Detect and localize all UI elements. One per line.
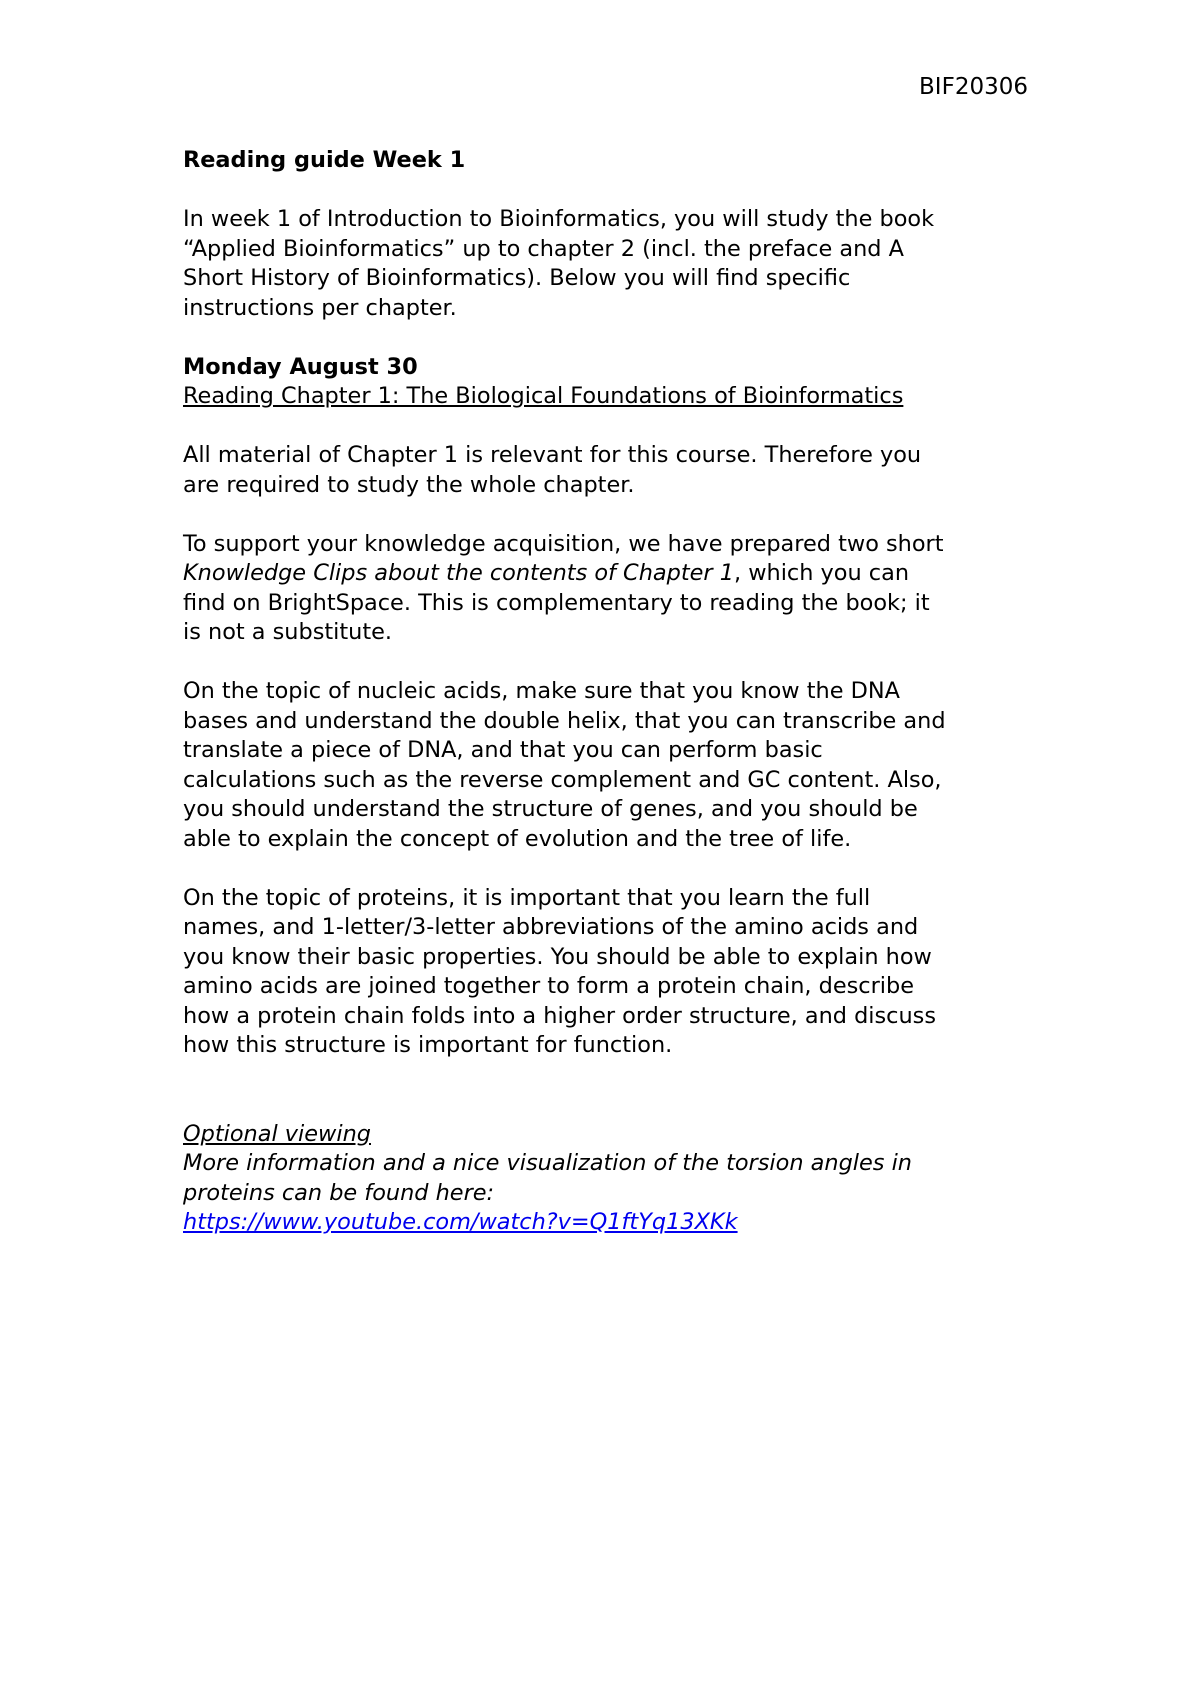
paragraph-line: On the topic of proteins, it is important that you learn the full: [183, 884, 871, 911]
relevance-paragraph: [183, 441, 1063, 500]
intro-line: instructions per chapter.: [183, 294, 457, 321]
paragraph-line: translate a piece of DNA, and that you can perform basic: [183, 737, 823, 763]
paragraph-line: how this structure is important for function.: [183, 1032, 673, 1058]
document-body: [183, 146, 1063, 1238]
proteins-paragraph: [183, 884, 1063, 1061]
intro-line: Short History of Bioinformatics). Below you will find specific: [183, 265, 851, 291]
paragraph-text: , which you can: [733, 560, 910, 586]
chapter-heading: Reading Chapter 1: The Biological Foundations of Bioinformatics: [183, 383, 904, 409]
document-title: Reading guide Week 1: [183, 147, 466, 173]
paragraph-line: All material of Chapter 1 is relevant for this course. Therefore you: [183, 442, 922, 468]
paragraph-line: On the topic of nucleic acids, make sure that you know the DNA: [183, 678, 900, 704]
paragraph-line: you know their basic properties. You should be able to explain how: [183, 943, 932, 970]
spacer: [183, 648, 1063, 678]
paragraph-line: are required to study the whole chapter.: [183, 471, 635, 498]
intro-paragraph: [183, 205, 1063, 323]
nucleic-acids-paragraph: [183, 677, 1063, 854]
paragraph-line: you should understand the structure of genes, and you should be: [183, 796, 918, 822]
paragraph-line: how a protein chain folds into a higher order structure, and discuss: [183, 1002, 937, 1029]
youtube-link[interactable]: https://www.youtube.com/watch?v=Q1ftYq13XKk: [183, 1209, 738, 1235]
paragraph-line: To support your knowledge acquisition, we have prepared two short: [183, 530, 944, 557]
optional-viewing-paragraph: [183, 1149, 1063, 1208]
paragraph-line: [183, 559, 1063, 589]
spacer: [183, 500, 1063, 530]
paragraph-line: proteins can be found here:: [183, 1179, 495, 1206]
paragraph-line: is not a substitute.: [183, 619, 393, 645]
paragraph-line: amino acids are joined together to form a protein chain, describe: [183, 973, 915, 999]
paragraph-line: calculations such as the reverse complement and GC content. Also,: [183, 766, 942, 793]
day-heading: Monday August 30: [183, 353, 418, 380]
paragraph-line: names, and 1-letter/3-letter abbreviations of the amino acids and: [183, 914, 919, 940]
support-paragraph: [183, 530, 1063, 648]
youtube-link-line: [183, 1208, 1063, 1238]
paragraph-line: find on BrightSpace. This is complementary to reading the book; it: [183, 589, 930, 616]
spacer: [183, 1061, 1063, 1120]
paragraph-line: More information and a nice visualization of the torsion angles in: [183, 1150, 912, 1176]
spacer: [183, 323, 1063, 353]
paragraph-line: bases and understand the double helix, that you can transcribe and: [183, 707, 946, 734]
intro-line: “Applied Bioinformatics” up to chapter 2 (incl. the preface and A: [183, 235, 904, 262]
paragraph-line: able to explain the concept of evolution and the tree of life.: [183, 825, 852, 852]
spacer: [183, 412, 1063, 442]
optional-viewing-heading: Optional viewing: [183, 1120, 371, 1147]
knowledge-clips-text: Knowledge Clips about the contents of Chapter 1: [183, 560, 734, 586]
spacer: [183, 854, 1063, 884]
intro-line: In week 1 of Introduction to Bioinformatics, you will study the book: [183, 206, 935, 232]
spacer: [183, 176, 1063, 206]
course-code: BIF20306: [919, 74, 1028, 100]
